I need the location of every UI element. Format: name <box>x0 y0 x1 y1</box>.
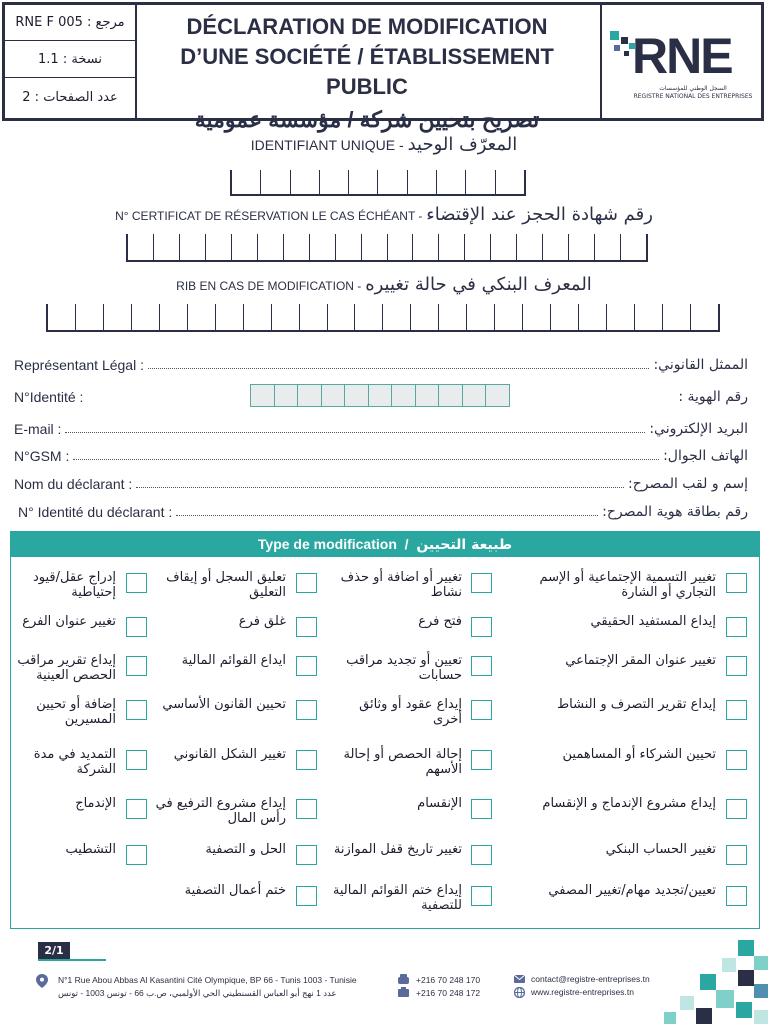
modification-option-label: ايداع القوائم المالية <box>181 653 286 668</box>
rib-boxes[interactable] <box>46 304 720 332</box>
modification-option-label: إحالة الحصص أو إحالة الأسهم <box>343 747 462 777</box>
modification-checkbox[interactable] <box>726 573 747 593</box>
email-field[interactable] <box>14 415 748 437</box>
identifiant-unique-ar: المعرّف الوحيد <box>407 134 518 155</box>
modification-checkbox[interactable] <box>726 656 747 676</box>
modification-option-label: الإندماج <box>75 796 116 811</box>
page-title <box>137 12 597 138</box>
identifiant-unique-label <box>0 134 768 155</box>
gsm-label-ar: الهاتف الجوال: <box>663 448 748 464</box>
modification-option-label: تغيير أو اضافة أو حذف نشاط <box>340 570 462 600</box>
modification-checkbox[interactable] <box>296 656 317 676</box>
modification-checkbox[interactable] <box>126 750 147 770</box>
modification-checkbox[interactable] <box>296 799 317 819</box>
identite-declarant-field[interactable] <box>18 498 748 520</box>
modification-checkbox[interactable] <box>126 573 147 593</box>
certificat-reservation-fr: N° CERTIFICAT DE RÉSERVATION LE CAS ÉCHÉANT - <box>115 209 423 223</box>
phone-1: +216 70 248 170 <box>416 975 481 985</box>
identite-declarant-line[interactable] <box>176 514 598 516</box>
email-line[interactable] <box>65 431 645 433</box>
modification-title-ar: طبيعة التحيين <box>416 537 513 553</box>
rib-ar: المعرف البنكي في حالة تغييره <box>365 274 592 295</box>
modification-option-label: الإنقسام <box>417 796 462 811</box>
modification-option-label: إيداع عقود أو وثائق أخرى <box>359 697 462 727</box>
form-reference: RNE F 005 : مرجع <box>5 5 135 41</box>
title-fr-line2: D’UNE SOCIÉTÉ / ÉTABLISSEMENT PUBLIC <box>180 44 554 99</box>
modification-checkbox[interactable] <box>726 617 747 637</box>
phone-2: +216 70 248 172 <box>416 988 481 998</box>
modification-option-label: غلق فرع <box>238 614 286 629</box>
modification-checkbox[interactable] <box>296 750 317 770</box>
nom-declarant-label-fr: Nom du déclarant : <box>14 476 133 492</box>
modification-option-label: إيداع مشروع الإندماج و الإنقسام <box>542 796 716 811</box>
decorative-pixel-mosaic <box>660 940 768 1024</box>
modification-option-label: إيداع المستفيد الحقيقي <box>590 614 716 629</box>
modification-checkbox[interactable] <box>726 886 747 906</box>
modification-option-label: إيداع تقرير مراقب الحصص العينية <box>17 653 116 683</box>
modification-checkbox[interactable] <box>471 845 492 865</box>
modification-checkbox[interactable] <box>471 573 492 593</box>
nom-declarant-line[interactable] <box>136 486 624 488</box>
globe-icon <box>514 987 525 998</box>
modification-checkbox[interactable] <box>471 700 492 720</box>
modification-checkbox[interactable] <box>471 799 492 819</box>
representant-legal-field[interactable] <box>14 351 748 373</box>
modification-checkbox[interactable] <box>296 886 317 906</box>
modification-option-label: تغيير الحساب البنكي <box>605 842 716 857</box>
modification-option-label: فتح فرع <box>418 614 462 629</box>
page-count: عدد الصفحات : 2 <box>22 89 118 105</box>
phone-icon <box>398 974 409 984</box>
modification-checkbox[interactable] <box>726 845 747 865</box>
certificat-reservation-label <box>0 204 768 225</box>
identite-label-ar: رقم الهوية : <box>678 389 748 405</box>
fax-icon <box>398 987 409 997</box>
rib-label <box>0 274 768 295</box>
modification-checkbox[interactable] <box>471 750 492 770</box>
modification-option-label: تغيير عنوان المقر الإجتماعي <box>565 653 716 668</box>
modification-option-label: تعليق السجل أو إيقاف التعليق <box>166 570 286 600</box>
modification-option-label: الحل و التصفية <box>205 842 286 857</box>
modification-title-fr: Type de modification <box>257 536 397 552</box>
modification-option-label: تحيين القانون الأساسي <box>162 697 286 712</box>
certificat-reservation-ar: رقم شهادة الحجز عند الإقتضاء <box>426 204 653 225</box>
header-reference-box <box>5 5 137 118</box>
modification-checkbox[interactable] <box>126 656 147 676</box>
modification-option-label: إضافة أو تحيين المسيرين <box>36 697 116 727</box>
modification-option-label: تغيير الشكل القانوني <box>173 747 286 762</box>
title-fr-line1: DÉCLARATION DE MODIFICATION <box>186 14 548 39</box>
rib-fr: RIB EN CAS DE MODIFICATION - <box>176 279 362 293</box>
modification-checkbox[interactable] <box>126 799 147 819</box>
modification-checkbox[interactable] <box>726 799 747 819</box>
modification-checkbox[interactable] <box>296 700 317 720</box>
modification-checkbox[interactable] <box>471 656 492 676</box>
gsm-line[interactable] <box>73 458 659 460</box>
page-number-underline <box>38 959 106 961</box>
certificat-reservation-boxes[interactable] <box>126 234 648 262</box>
representant-legal-line[interactable] <box>148 367 649 369</box>
modification-option-label: إيداع تقرير التصرف و النشاط <box>557 697 716 712</box>
email-icon <box>514 975 525 983</box>
modification-option-label: إيداع مشروع الترفيع في رأس المال <box>155 796 286 826</box>
modification-checkbox[interactable] <box>726 750 747 770</box>
modification-option-label: تغيير عنوان الفرع <box>22 614 116 629</box>
email-label-fr: E-mail : <box>14 421 62 437</box>
representant-legal-label-ar: الممثل القانوني: <box>653 357 748 373</box>
modification-checkbox[interactable] <box>471 886 492 906</box>
modification-checkbox[interactable] <box>296 573 317 593</box>
email-label-ar: البريد الإلكتروني: <box>649 421 748 437</box>
gsm-field[interactable] <box>14 442 748 464</box>
website-link[interactable]: www.registre-entreprises.tn <box>531 987 634 997</box>
page-number: 2/1 <box>38 942 70 959</box>
modification-option-label: تغيير تاريخ قفل الموازنة <box>333 842 462 857</box>
identifiant-unique-fr: IDENTIFIANT UNIQUE - <box>250 137 404 153</box>
identite-declarant-label-ar: رقم بطاقة هوية المصرح: <box>602 504 748 520</box>
modification-option-label: إيداع ختم القوائم المالية للتصفية <box>332 883 462 913</box>
logo-subtitle <box>628 85 758 101</box>
modification-checkbox[interactable] <box>126 700 147 720</box>
title-ar: تصريح بتحيين شركة / مؤسسة عمومية <box>194 107 540 132</box>
address-fr: N°1 Rue Abou Abbas Al Kasantini Cité Olympique, BP 66 - Tunis 1003 - Tunisie <box>58 975 357 985</box>
contact-email[interactable]: contact@registre-entreprises.tn <box>531 974 650 984</box>
identite-label-fr: N°Identité : <box>14 389 84 405</box>
modification-checkbox[interactable] <box>296 617 317 637</box>
modification-checkbox[interactable] <box>726 700 747 720</box>
location-pin-icon <box>36 974 48 988</box>
nom-declarant-field[interactable] <box>14 470 748 492</box>
address-ar: عدد 1 نهج أبو العباس القسنطيني الحي الأولمبي، ص.ب 66 - تونس 1003 - تونس <box>58 988 337 998</box>
identite-declarant-label-fr: N° Identité du déclarant : <box>18 504 173 520</box>
nom-declarant-label-ar: إسم و لقب المصرح: <box>627 476 748 492</box>
modification-checkbox[interactable] <box>126 845 147 865</box>
form-version: نسخة : 1.1 <box>5 42 135 78</box>
logo-subtitle-fr: REGISTRE NATIONAL DES ENTREPRISES <box>633 93 753 100</box>
modification-checkbox[interactable] <box>296 845 317 865</box>
representant-legal-label-fr: Représentant Légal : <box>14 357 144 373</box>
modification-option-label: تحيين الشركاء أو المساهمين <box>562 747 716 762</box>
modification-option-label: التشطيب <box>65 842 116 857</box>
modification-option-label: تعيين/تجديد مهام/تغيير المصفي <box>548 883 716 898</box>
modification-checkbox[interactable] <box>471 617 492 637</box>
modification-option-label: تغيير التسمية الإجتماعية أو الإسم التجاري أو الشارة <box>539 570 716 600</box>
modification-option-label: التمديد في مدة الشركة <box>33 747 116 777</box>
modification-option-label: إدراج عقل/قيود إحتياطية <box>32 570 116 600</box>
identifiant-unique-boxes[interactable] <box>230 170 526 196</box>
logo-wordmark: RNE <box>632 28 732 84</box>
rne-logo <box>600 5 762 118</box>
modification-option-label: ختم أعمال التصفية <box>184 883 286 898</box>
identite-input-boxes[interactable] <box>250 384 510 407</box>
modification-checkbox[interactable] <box>126 617 147 637</box>
logo-subtitle-ar: السجل الوطني للمؤسسات <box>659 85 727 92</box>
modification-type-header: Type de modification / طبيعة التحيين <box>10 531 760 557</box>
gsm-label-fr: N°GSM : <box>14 448 70 464</box>
modification-option-label: تعيين أو تجديد مراقب حسابات <box>346 653 462 683</box>
